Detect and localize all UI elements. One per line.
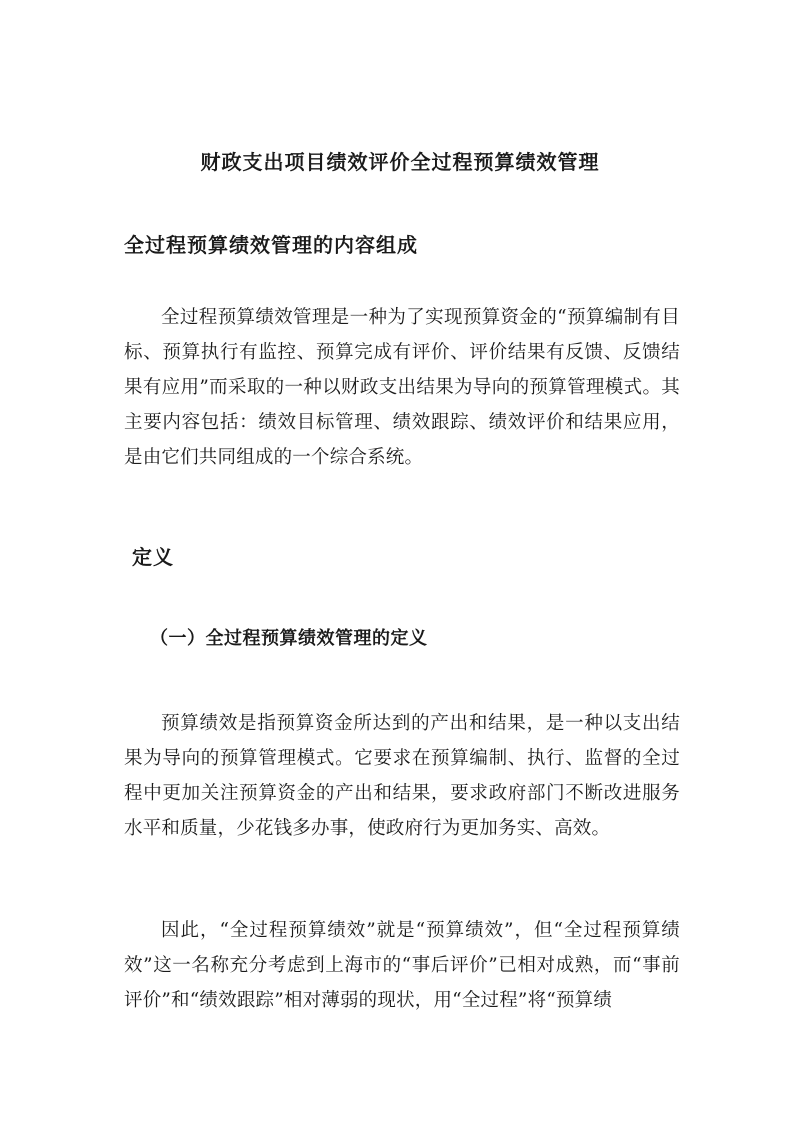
section-heading-definition: 定义 (132, 545, 174, 569)
section-heading-content-composition: 全过程预算绩效管理的内容组成 (124, 233, 418, 257)
document-title: 财政支出项目绩效评价全过程预算绩效管理 (200, 150, 600, 174)
subheading-definition: （一）全过程预算绩效管理的定义 (150, 628, 428, 649)
paragraph-content-composition: 全过程预算绩效管理是一种为了实现预算资金的“预算编制有目标、预算执行有监控、预算完成有评价、评价结果有反馈、反馈结果有应用”而采取的一种以财政支出结果为导向的预算管理模式。其主要内容包括：绩效目标管理、绩效跟踪、绩效评价和结果应用，是由它们共同组成的一个综合系统。 (124, 307, 680, 468)
paragraph-definition-1: 预算绩效是指预算资金所达到的产出和结果，是一种以支出结果为导向的预算管理模式。它要求在预算编制、执行、监督的全过程中更加关注预算资金的产出和结果，要求政府部门不断改进服务水平和质量，少花钱多办事，使政府行为更加务实、高效。 (124, 713, 680, 839)
paragraph-definition-2: 因此，“全过程预算绩效”就是“预算绩效”，但“全过程预算绩效”这一名称充分考虑到上海市的“事后评价”已相对成熟，而“事前评价”和“绩效跟踪”相对薄弱的现状，用“全过程”将“预算绩 (124, 920, 680, 1011)
